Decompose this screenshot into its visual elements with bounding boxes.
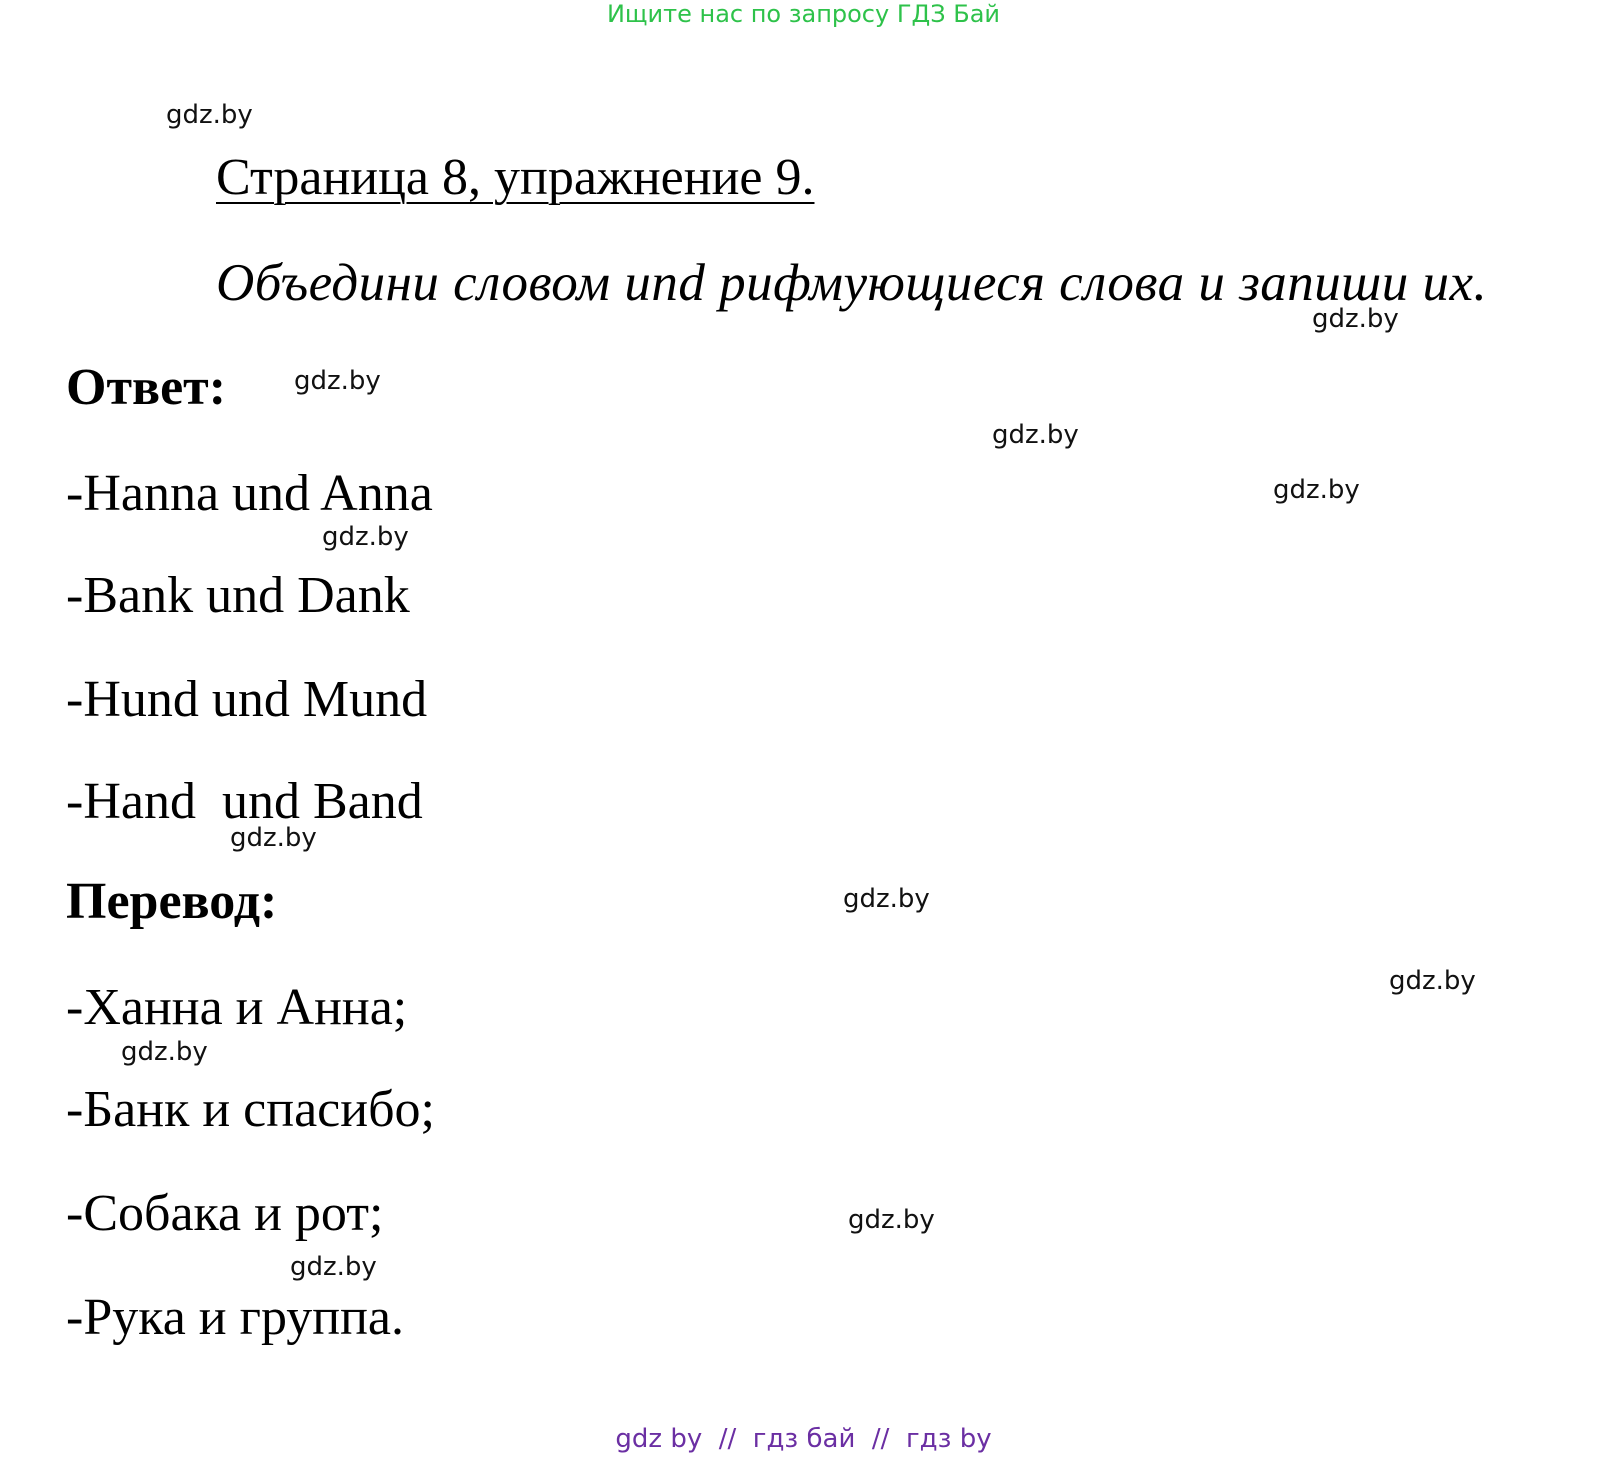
watermark: gdz.by: [121, 1037, 208, 1067]
translation-line: -Собака и рот;: [66, 1185, 384, 1242]
watermark: gdz.by: [1312, 304, 1399, 334]
watermark: gdz.by: [322, 522, 409, 552]
watermark: gdz.by: [992, 420, 1079, 450]
answer-line: -Hanna und Anna: [66, 465, 433, 522]
answer-line: -Bank und Dank: [66, 567, 410, 624]
watermark: gdz.by: [230, 823, 317, 853]
translation-line: -Банк и спасибо;: [66, 1081, 435, 1138]
task-instruction: Объедини словом und рифмующиеся слова и запиши их.: [216, 254, 1488, 312]
search-banner: Ищите нас по запросу ГДЗ Бай: [606, 0, 1001, 28]
translation-line: -Ханна и Анна;: [66, 979, 408, 1036]
footer-watermark: gdz by // гдз бай // гдз by: [615, 1424, 992, 1454]
watermark: gdz.by: [1273, 475, 1360, 505]
watermark: gdz.by: [843, 884, 930, 914]
watermark: gdz.by: [294, 366, 381, 396]
translation-line: -Рука и группа.: [66, 1289, 404, 1346]
answer-line: -Hund und Mund: [66, 671, 428, 728]
watermark: gdz.by: [1389, 966, 1476, 996]
answer-line: -Hand und Band: [66, 773, 423, 830]
translation-label: Перевод:: [66, 873, 278, 930]
page-title: Страница 8, упражнение 9.: [216, 149, 815, 206]
watermark: gdz.by: [166, 100, 253, 130]
watermark: gdz.by: [290, 1252, 377, 1282]
watermark: gdz.by: [848, 1205, 935, 1235]
answer-label: Ответ:: [66, 359, 227, 416]
